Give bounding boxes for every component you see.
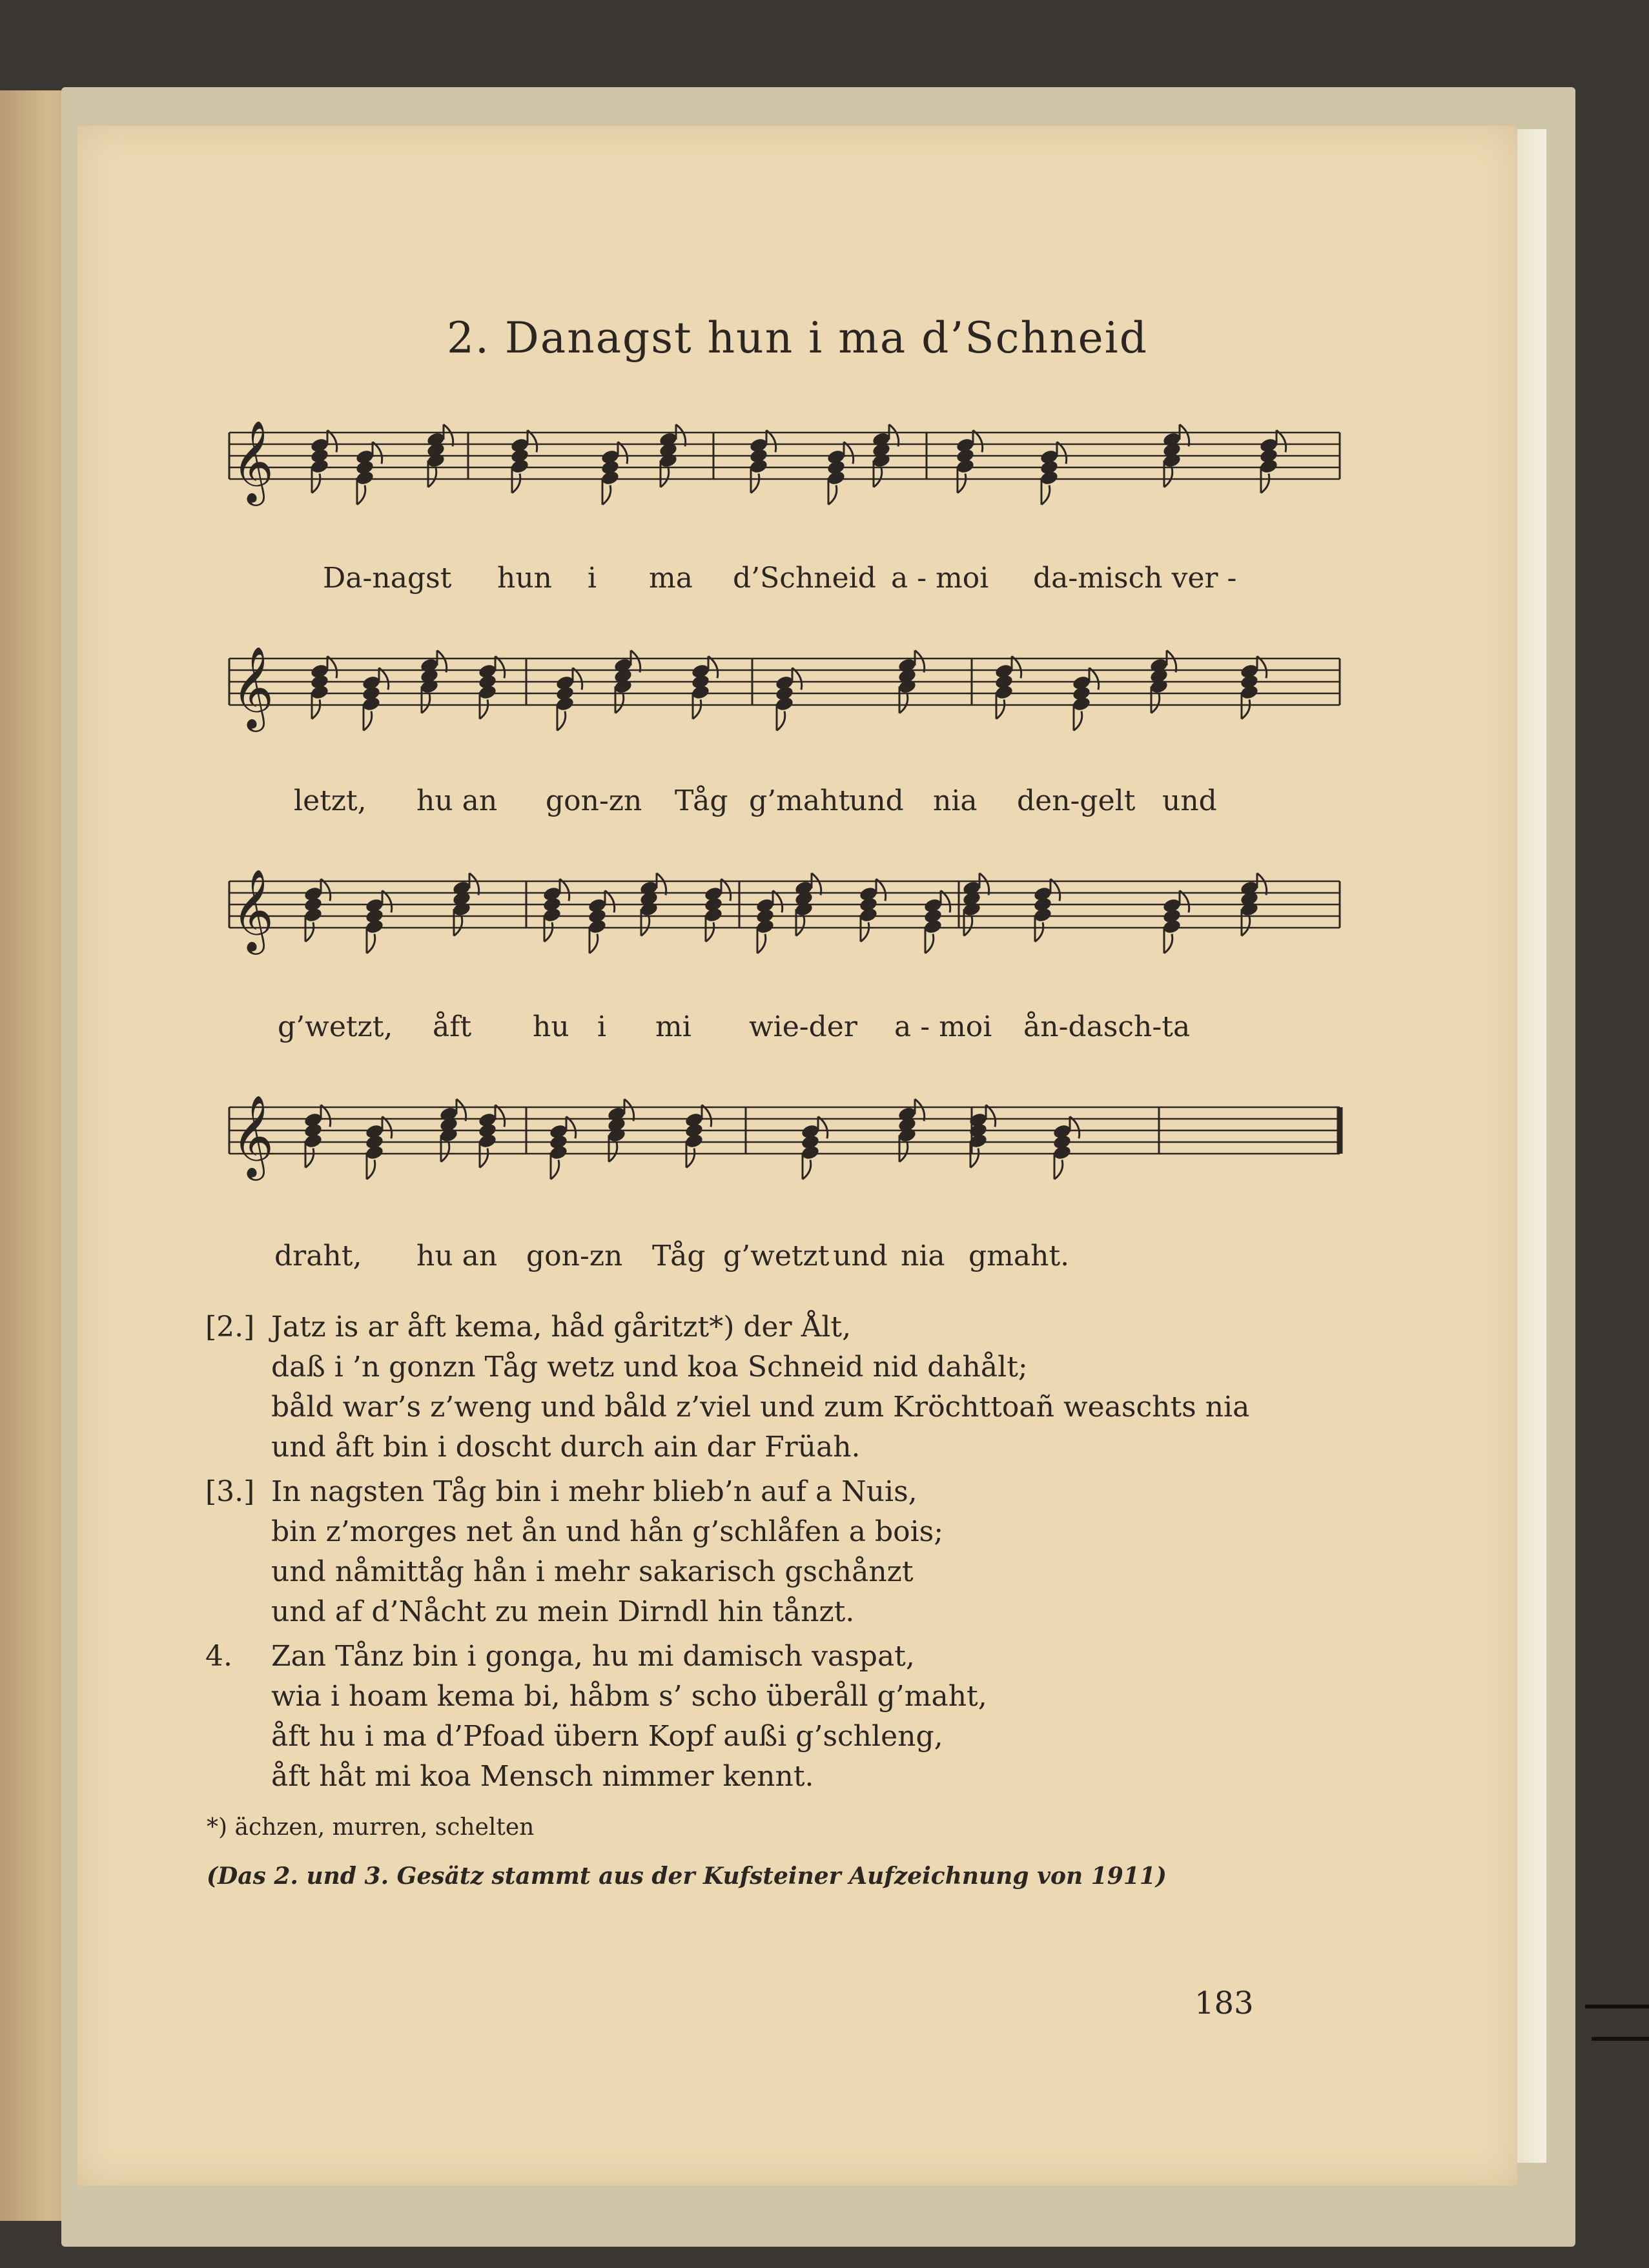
note-flag xyxy=(812,873,821,895)
note-flag xyxy=(941,890,950,912)
note-chord xyxy=(542,879,569,941)
note-chord xyxy=(749,430,776,493)
note-flag xyxy=(706,923,714,942)
note-chord xyxy=(310,656,337,719)
note-flag xyxy=(1054,1160,1063,1180)
note-chord xyxy=(1162,890,1189,953)
note-flag xyxy=(792,668,802,690)
note-chord xyxy=(684,1105,712,1167)
note-flag xyxy=(557,711,566,731)
lyric-syllable: hu an xyxy=(416,1240,498,1272)
note-flag xyxy=(996,700,1005,719)
note-flag xyxy=(367,1160,375,1180)
lyric-syllable: hu an xyxy=(416,784,498,817)
note-flag xyxy=(631,650,640,672)
note-flag xyxy=(1261,474,1269,493)
lyric-syllable: den-gelt xyxy=(1017,784,1136,817)
note-flag xyxy=(1180,890,1189,912)
verse-number: [3.] xyxy=(205,1475,255,1508)
note-chord xyxy=(549,1116,576,1179)
verse-line: wia i hoam kema bi, håbm s’ scho überåll g’maht, xyxy=(271,1680,987,1713)
note-flag xyxy=(551,1160,559,1180)
note-flag xyxy=(1089,668,1099,690)
note-flag xyxy=(1164,934,1173,954)
note-chord xyxy=(588,890,615,953)
book-page xyxy=(77,126,1517,2185)
lyric-syllable: g’maht xyxy=(749,784,850,817)
note-flag xyxy=(1242,917,1250,936)
treble-clef-icon: 𝄞 xyxy=(232,646,274,728)
note-flag xyxy=(624,1099,634,1121)
note-flag xyxy=(693,700,701,719)
note-chord xyxy=(365,890,392,953)
note-flag xyxy=(454,917,462,936)
note-chord xyxy=(1240,656,1267,719)
note-flag xyxy=(609,1143,617,1162)
note-flag xyxy=(973,430,983,452)
note-flag xyxy=(373,442,382,464)
note-flag xyxy=(1041,485,1050,505)
note-flag xyxy=(1257,873,1267,895)
lyric-syllable: hun xyxy=(497,562,553,595)
note-flag xyxy=(321,1105,331,1127)
note-flag xyxy=(495,656,505,678)
note-flag xyxy=(1035,923,1043,942)
source-note: (Das 2. und 3. Gesätz stammt aus der Kufsteiner Aufzeichnung von 1911) xyxy=(207,1863,1167,1890)
note-flag xyxy=(480,700,488,719)
note-flag xyxy=(1074,711,1082,731)
verse-line: und åft bin i doscht durch ain dar Früah. xyxy=(271,1431,861,1464)
staff-row-4 xyxy=(223,1085,1346,1194)
note-flag xyxy=(1242,700,1250,719)
lyric-syllable: mi xyxy=(655,1010,691,1043)
note-flag xyxy=(573,668,582,690)
note-flag xyxy=(686,1149,695,1168)
note-flag xyxy=(899,1143,908,1162)
note-flag xyxy=(321,879,331,901)
verse-line: daß i ’n gonzn Tåg wetz und koa Schneid nid dahålt; xyxy=(271,1351,1028,1384)
verse-line: Zan Tånz bin i gonga, hu mi damisch vaspat, xyxy=(271,1640,915,1673)
staff-row-1 xyxy=(223,410,1346,520)
lyric-syllable: Tåg xyxy=(652,1240,706,1272)
note-flag xyxy=(641,917,650,936)
note-chord xyxy=(1040,442,1067,504)
note-chord xyxy=(1072,668,1099,730)
note-flag xyxy=(589,934,598,954)
verse-line: und af d’Nåcht zu mein Dirndl hin tånzt. xyxy=(271,1595,855,1628)
note-flag xyxy=(1276,430,1286,452)
note-chord xyxy=(362,668,389,730)
note-chord xyxy=(775,668,802,730)
note-flag xyxy=(777,711,785,731)
note-chord xyxy=(956,430,983,493)
note-flag xyxy=(1167,650,1176,672)
treble-clef-icon: 𝄞 xyxy=(232,1094,274,1177)
note-chord xyxy=(303,879,331,941)
note-chord xyxy=(355,442,382,504)
note-flag xyxy=(382,1116,392,1138)
verse-line: und nåmittåg hån i mehr sakarisch gschånzt xyxy=(271,1555,914,1588)
note-chord xyxy=(1052,1116,1080,1179)
note-flag xyxy=(1180,424,1189,446)
note-flag xyxy=(312,700,320,719)
note-flag xyxy=(327,656,337,678)
note-flag xyxy=(861,923,869,942)
note-flag xyxy=(889,424,899,446)
note-chord xyxy=(801,1116,828,1179)
lyric-syllable: Da-nagst xyxy=(323,562,452,595)
song-title: 2. Danagst hun i ma d’Schneid xyxy=(446,313,1149,363)
verse-number: 4. xyxy=(205,1640,232,1673)
note-flag xyxy=(367,934,375,954)
note-flag xyxy=(379,668,389,690)
lyric-syllable: Tåg xyxy=(675,784,728,817)
note-flag xyxy=(364,711,372,731)
note-flag xyxy=(480,1149,488,1168)
note-flag xyxy=(844,442,854,464)
note-flag xyxy=(456,1099,466,1121)
lyric-syllable: und xyxy=(849,784,904,817)
staff-row-3 xyxy=(223,859,1346,968)
lyric-syllable: hu xyxy=(533,1010,569,1043)
lyric-syllable: g’wetzt, xyxy=(278,1010,393,1043)
lyric-syllable: draht, xyxy=(274,1240,362,1272)
note-chord xyxy=(478,1105,505,1167)
note-flag xyxy=(615,694,624,713)
note-flag xyxy=(676,424,686,446)
note-flag xyxy=(305,1149,314,1168)
note-flag xyxy=(708,656,718,678)
note-flag xyxy=(796,917,804,936)
verse-line: bin z’morges net ån und hån g’schlåfen a bois; xyxy=(271,1515,944,1548)
note-flag xyxy=(560,879,569,901)
note-flag xyxy=(661,468,669,487)
verse-line: Jatz is ar åft kema, håd gåritzt*) der Ålt, xyxy=(271,1311,852,1343)
verse-line: båld war’s z’weng und båld z’viel und zum Kröchttoañ weaschts nia xyxy=(271,1391,1250,1424)
note-flag xyxy=(422,694,430,713)
verse-number: [2.] xyxy=(205,1311,255,1343)
note-chord xyxy=(923,890,950,953)
note-chord xyxy=(1259,430,1286,493)
lyric-syllable: da-misch ver - xyxy=(1033,562,1237,595)
note-flag xyxy=(544,923,553,942)
note-flag xyxy=(1257,656,1267,678)
note-flag xyxy=(428,468,436,487)
note-chord xyxy=(704,879,731,941)
note-flag xyxy=(757,934,766,954)
note-chord xyxy=(755,890,783,953)
note-flag xyxy=(876,879,886,901)
lyric-syllable: und xyxy=(1162,784,1217,817)
note-flag xyxy=(751,474,759,493)
note-flag xyxy=(357,485,365,505)
note-flag xyxy=(1151,694,1160,713)
lyric-syllable: a - moi xyxy=(894,1010,992,1043)
lyric-syllable: a - moi xyxy=(891,562,989,595)
note-flag xyxy=(495,1105,505,1127)
note-flag xyxy=(899,694,908,713)
note-flag xyxy=(605,890,615,912)
note-flag xyxy=(986,1105,996,1127)
note-flag xyxy=(702,1105,712,1127)
page-stack-edge xyxy=(1514,129,1546,2163)
note-flag xyxy=(657,873,666,895)
edge-mark xyxy=(1585,2005,1649,2008)
note-flag xyxy=(979,873,989,895)
note-chord xyxy=(600,442,628,504)
note-flag xyxy=(721,879,731,901)
note-flag xyxy=(1012,656,1021,678)
note-flag xyxy=(915,650,925,672)
verse-line: In nagsten Tåg bin i mehr blieb’n auf a Nuis, xyxy=(271,1475,917,1508)
note-flag xyxy=(312,474,320,493)
note-chord xyxy=(691,656,718,719)
edge-mark xyxy=(1592,2037,1649,2041)
note-flag xyxy=(618,442,628,464)
lyric-syllable: und xyxy=(833,1240,888,1272)
lyric-syllable: i xyxy=(588,562,597,595)
lyric-syllable: wie-der xyxy=(749,1010,857,1043)
lyric-syllable: ån-dasch-ta xyxy=(1023,1010,1191,1043)
note-flag xyxy=(1070,1116,1080,1138)
note-chord xyxy=(1033,879,1060,941)
staff-row-2 xyxy=(223,636,1346,746)
note-flag xyxy=(773,890,783,912)
note-chord xyxy=(555,668,582,730)
lyric-syllable: åft xyxy=(433,1010,472,1043)
note-chord xyxy=(478,656,505,719)
note-chord xyxy=(994,656,1021,719)
lyric-syllable: gmaht. xyxy=(968,1240,1070,1272)
lyric-syllable: i xyxy=(597,1010,607,1043)
lyric-syllable: nia xyxy=(901,1240,945,1272)
note-flag xyxy=(327,430,337,452)
treble-clef-icon: 𝄞 xyxy=(232,420,274,502)
note-flag xyxy=(1164,468,1173,487)
note-flag xyxy=(441,1143,449,1162)
note-flag xyxy=(803,1160,811,1180)
note-flag xyxy=(828,485,837,505)
lyric-syllable: gon-zn xyxy=(546,784,642,817)
note-flag xyxy=(444,424,453,446)
lyric-syllable: nia xyxy=(933,784,978,817)
note-chord xyxy=(859,879,886,941)
footnote: *) ächzen, murren, schelten xyxy=(207,1814,535,1841)
note-flag xyxy=(874,468,882,487)
note-chord xyxy=(510,430,537,493)
treble-clef-icon: 𝄞 xyxy=(232,868,274,951)
note-flag xyxy=(1057,442,1067,464)
note-flag xyxy=(469,873,479,895)
note-flag xyxy=(566,1116,576,1138)
note-flag xyxy=(818,1116,828,1138)
verse-line: åft håt mi koa Mensch nimmer kennt. xyxy=(271,1760,814,1793)
lyric-syllable: ma xyxy=(649,562,693,595)
note-chord xyxy=(365,1116,392,1179)
note-flag xyxy=(766,430,776,452)
note-flag xyxy=(512,474,520,493)
note-flag xyxy=(437,650,447,672)
note-flag xyxy=(958,474,966,493)
note-flag xyxy=(305,923,314,942)
lyric-syllable: gon-zn xyxy=(526,1240,623,1272)
verse-line: åft hu i ma d’Pfoad übern Kopf außi g’schleng, xyxy=(271,1720,943,1753)
lyric-syllable: g’wetzt xyxy=(723,1240,830,1272)
lyric-syllable: d’Schneid xyxy=(733,562,876,595)
note-flag xyxy=(915,1099,925,1121)
note-flag xyxy=(964,917,972,936)
note-flag xyxy=(382,890,392,912)
note-chord xyxy=(303,1105,331,1167)
note-flag xyxy=(1050,879,1060,901)
note-flag xyxy=(925,934,934,954)
note-chord xyxy=(310,430,337,493)
note-flag xyxy=(602,485,611,505)
note-flag xyxy=(527,430,537,452)
lyric-syllable: letzt, xyxy=(294,784,367,817)
note-chord xyxy=(826,442,854,504)
page-number: 183 xyxy=(1194,1985,1254,2021)
